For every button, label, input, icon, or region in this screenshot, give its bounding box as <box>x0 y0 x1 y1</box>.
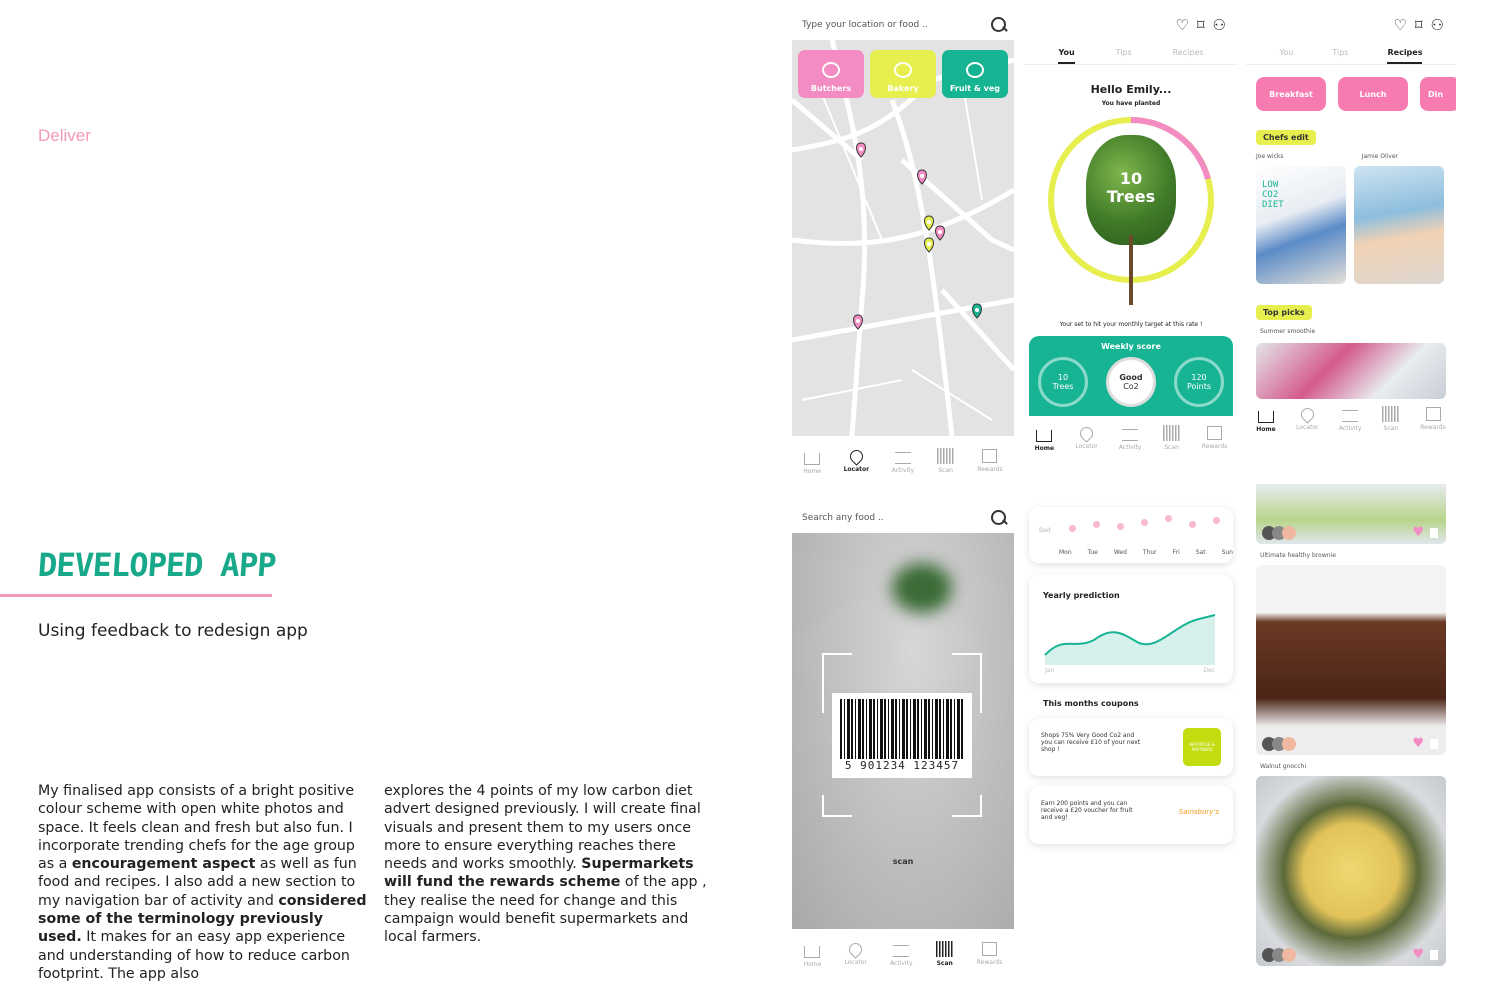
map-pin-yellow-1[interactable] <box>925 216 934 230</box>
tab-recipes[interactable]: Recipes <box>1387 48 1422 64</box>
yearly-end-label: Dec <box>1203 667 1215 674</box>
like-heart-icon[interactable]: ♥ <box>1412 736 1424 751</box>
meal-filter-row <box>1246 65 1456 111</box>
list-icon <box>893 945 909 957</box>
barcode <box>832 693 972 778</box>
recipe-card-top[interactable] <box>1256 484 1446 544</box>
tab-tips[interactable]: Tips <box>1115 48 1132 57</box>
scan-frame-corner-bl <box>822 795 852 817</box>
weekly-title: Weekly score <box>1101 342 1161 351</box>
planted-label: You have planted <box>1101 100 1161 107</box>
bottom-nav <box>792 436 1014 486</box>
coupon-card-2[interactable] <box>1029 786 1233 844</box>
barcode-number: 5 901234 123457 <box>844 759 960 772</box>
pick-1-title: Summer smoothie <box>1260 328 1316 335</box>
map-pin-yellow-2[interactable] <box>925 238 934 252</box>
bottom-nav <box>792 929 1014 979</box>
chef-cards <box>1246 160 1456 284</box>
bookmark-icon[interactable]: ⌑ <box>1196 16 1205 34</box>
map-pins <box>792 40 1014 436</box>
top-picks-tag: Top picks <box>1256 305 1312 320</box>
filter-dinner[interactable]: Din <box>1420 77 1456 111</box>
like-heart-icon[interactable]: ♥ <box>1412 525 1424 540</box>
location-search-bar[interactable] <box>792 10 1014 40</box>
barcode-icon <box>1382 406 1400 422</box>
tab-bar <box>1246 40 1456 65</box>
body-paragraph-1: My finalised app consists of a bright positive colour scheme with open white photos and space. It feels clean and fresh but also fun. I incorporate trending chefs for the age group as a encouragement aspect as well as fun food and recipes. I also add a new section to my navigation bar of activity and considered some of the terminology previously used. It makes for an easy app experience and understanding of how to reduce carbon footprint. The app also <box>38 783 367 982</box>
home-icon <box>1258 411 1274 423</box>
heart-icon[interactable]: ♡ <box>1393 16 1407 34</box>
section-label: Deliver <box>38 126 91 145</box>
bookmark-icon[interactable]: ⌑ <box>1414 16 1423 34</box>
nav-rewards[interactable]: Rewards <box>1202 426 1227 450</box>
week-dot <box>1069 525 1076 532</box>
coupon-1-text: Shops 75% Very Good Co2 and you can receive £10 of your next shop ! <box>1041 732 1141 753</box>
barcode-icon <box>936 941 954 957</box>
header-icons <box>1024 10 1238 40</box>
nav-activity[interactable]: Activity <box>1339 407 1361 432</box>
waitrose-logo: WAITROSE & PARTNERS <box>1183 728 1221 766</box>
week-dot <box>1117 523 1124 530</box>
greeting: Hello Emily... <box>1090 83 1172 96</box>
nav-home[interactable]: Home <box>804 940 822 968</box>
map-pin-pink-2[interactable] <box>918 170 927 184</box>
tab-you[interactable]: You <box>1058 48 1074 64</box>
yearly-line-chart <box>1039 605 1229 665</box>
tab-bar <box>1024 40 1238 65</box>
weekly-dots <box>1059 515 1229 545</box>
week-dot <box>1213 517 1220 524</box>
chef-card-joe-wicks[interactable] <box>1256 166 1346 284</box>
nav-scan[interactable]: Scan <box>1382 406 1400 432</box>
gift-icon <box>1426 407 1441 421</box>
search-input[interactable]: Type your location or food .. <box>802 20 928 30</box>
week-dot <box>1093 521 1100 528</box>
tree-trunk <box>1129 235 1133 305</box>
home-screen-scrolled <box>1024 503 1238 993</box>
category-bakery[interactable]: Bakery <box>870 50 936 98</box>
barcode-icon <box>937 448 955 464</box>
recipes-screen-scrolled <box>1246 484 1456 994</box>
score-trees: 10 Trees <box>1038 357 1088 407</box>
score-points: 120 Points <box>1174 357 1224 407</box>
map-pin-pink-4[interactable] <box>854 315 863 329</box>
weekly-score-card[interactable] <box>1029 336 1233 416</box>
user-icon[interactable]: ⚇ <box>1212 16 1226 34</box>
gift-icon <box>982 942 997 956</box>
chef-names: Joe wicks Jamie Oliver <box>1256 153 1398 160</box>
barcode-bars <box>840 699 964 759</box>
avatar <box>1282 737 1296 751</box>
pick-2-title: Ultimate healthy brownie <box>1260 552 1336 559</box>
coupon-card-1[interactable] <box>1029 718 1233 776</box>
week-dot <box>1189 521 1196 528</box>
tab-recipes[interactable]: Recipes <box>1172 48 1204 57</box>
nav-home[interactable]: Home <box>1256 405 1275 433</box>
list-icon <box>1122 429 1138 441</box>
nav-rewards[interactable]: Rewards <box>977 942 1002 966</box>
search-input[interactable]: Search any food .. <box>802 513 884 523</box>
bookmark-icon[interactable] <box>1430 528 1438 538</box>
score-co2: Good Co2 <box>1106 357 1156 407</box>
like-heart-icon[interactable]: ♥ <box>1412 947 1424 962</box>
book-cover-text: LOW CO2 DIET <box>1262 180 1284 210</box>
map-pin-pink-3[interactable] <box>936 226 945 240</box>
title-underline <box>0 594 272 597</box>
bookmark-icon[interactable] <box>1430 950 1438 960</box>
tab-you[interactable]: You <box>1279 48 1294 57</box>
header-icons <box>1246 10 1456 40</box>
gift-icon <box>982 449 997 463</box>
list-icon <box>1342 410 1358 422</box>
weekday-labels: Mon Tue Wed Thur Fri Sat Sun <box>1059 549 1233 556</box>
tree-progress <box>1044 115 1218 315</box>
search-icon[interactable] <box>990 16 1008 34</box>
nav-locator[interactable]: Locator <box>845 943 867 966</box>
nav-activity[interactable]: Activity <box>890 942 912 967</box>
avatar-group <box>1262 737 1296 751</box>
user-icon[interactable]: ⚇ <box>1430 16 1444 34</box>
bookmark-icon[interactable] <box>1430 739 1438 749</box>
nav-scan[interactable]: Scan <box>937 448 955 474</box>
page-title: DEVELOPED APP <box>36 546 277 584</box>
home-icon <box>804 946 820 958</box>
yearly-prediction-card[interactable] <box>1029 575 1233 683</box>
avatar-group <box>1262 948 1296 962</box>
coupons-title: This months coupons <box>1043 699 1139 708</box>
camera-view[interactable] <box>792 533 1014 929</box>
week-axis-label: Bad <box>1039 527 1051 534</box>
target-text: Your set to hit your monthly target at this rate ! <box>1059 321 1203 328</box>
avatar-group <box>1262 526 1296 540</box>
yearly-start-label: Jan <box>1045 667 1055 674</box>
week-dot <box>1141 519 1148 526</box>
scan-screen <box>792 503 1014 993</box>
week-dot <box>1165 515 1172 522</box>
bottom-nav <box>1024 416 1238 460</box>
body-paragraph-2: explores the 4 points of my low carbon diet advert designed previously. I will create final visuals and present them to my users once more to ensure everything reaches there needs and works smoothly. Supermarkets will fund the rewards scheme of the app , they realise the need for change and this campaign would benefit supermarkets and local farmers. <box>384 783 707 946</box>
home-icon <box>1036 430 1052 442</box>
filter-breakfast[interactable]: Breakfast <box>1256 77 1326 111</box>
nav-rewards[interactable]: Rewards <box>977 449 1002 473</box>
tab-tips[interactable]: Tips <box>1332 48 1349 57</box>
sainsburys-logo: Sainsbury's <box>1178 808 1219 816</box>
home-screen <box>1024 10 1238 480</box>
nav-locator[interactable]: Locator <box>1296 408 1318 431</box>
trees-count: 10 Trees <box>1106 169 1156 206</box>
map[interactable] <box>792 40 1014 436</box>
barcode-icon <box>1163 425 1181 441</box>
chef-card-jamie-oliver[interactable] <box>1354 166 1444 284</box>
yearly-title: Yearly prediction <box>1043 591 1120 600</box>
weekly-chart-card <box>1029 507 1233 563</box>
nav-locator[interactable]: Locator <box>844 450 870 473</box>
nav-rewards[interactable]: Rewards <box>1420 407 1445 431</box>
nav-activity[interactable]: Activity <box>1119 426 1141 451</box>
nav-home[interactable]: Home <box>803 447 821 475</box>
nav-scan[interactable]: Scan <box>1163 425 1181 451</box>
map-pin-green-1[interactable] <box>973 304 982 318</box>
location-pin-icon <box>847 447 865 465</box>
pick-3-title: Walnut gnocchi <box>1260 763 1307 770</box>
page-subtitle: Using feedback to redesign app <box>38 621 308 641</box>
nav-home[interactable]: Home <box>1035 424 1054 452</box>
nav-scan[interactable]: Scan <box>936 941 954 967</box>
avatar <box>1282 948 1296 962</box>
avatar <box>1282 526 1296 540</box>
filter-lunch[interactable]: Lunch <box>1338 77 1408 111</box>
search-icon[interactable] <box>990 509 1008 527</box>
nav-activity[interactable]: Activity <box>892 449 914 474</box>
bottom-nav <box>1246 399 1456 439</box>
food-search-bar[interactable] <box>792 503 1014 533</box>
recipes-screen <box>1246 10 1456 480</box>
coupon-2-text: Earn 200 points and you can receive a £20 voucher for fruit and veg! <box>1041 800 1133 821</box>
home-icon <box>804 453 820 465</box>
smoothie-image[interactable] <box>1256 343 1446 399</box>
category-fruit-veg[interactable]: Fruit & veg <box>942 50 1008 98</box>
list-icon <box>895 452 911 464</box>
nav-locator[interactable]: Locator <box>1075 427 1097 450</box>
scan-label: scan <box>892 857 914 866</box>
chefs-edit-tag: Chefs edit <box>1256 130 1316 145</box>
locator-screen <box>792 10 1014 490</box>
gift-icon <box>1207 426 1222 440</box>
brownie-image[interactable] <box>1256 565 1446 755</box>
blurred-plant <box>892 563 952 613</box>
gnocchi-image[interactable] <box>1256 776 1446 966</box>
location-pin-icon <box>1298 405 1316 423</box>
scan-frame-corner-br <box>952 795 982 817</box>
location-pin-icon <box>1077 424 1095 442</box>
map-pin-pink-1[interactable] <box>857 143 866 157</box>
category-butchers[interactable]: Butchers <box>798 50 864 98</box>
location-pin-icon <box>846 940 864 958</box>
heart-icon[interactable]: ♡ <box>1175 16 1189 34</box>
